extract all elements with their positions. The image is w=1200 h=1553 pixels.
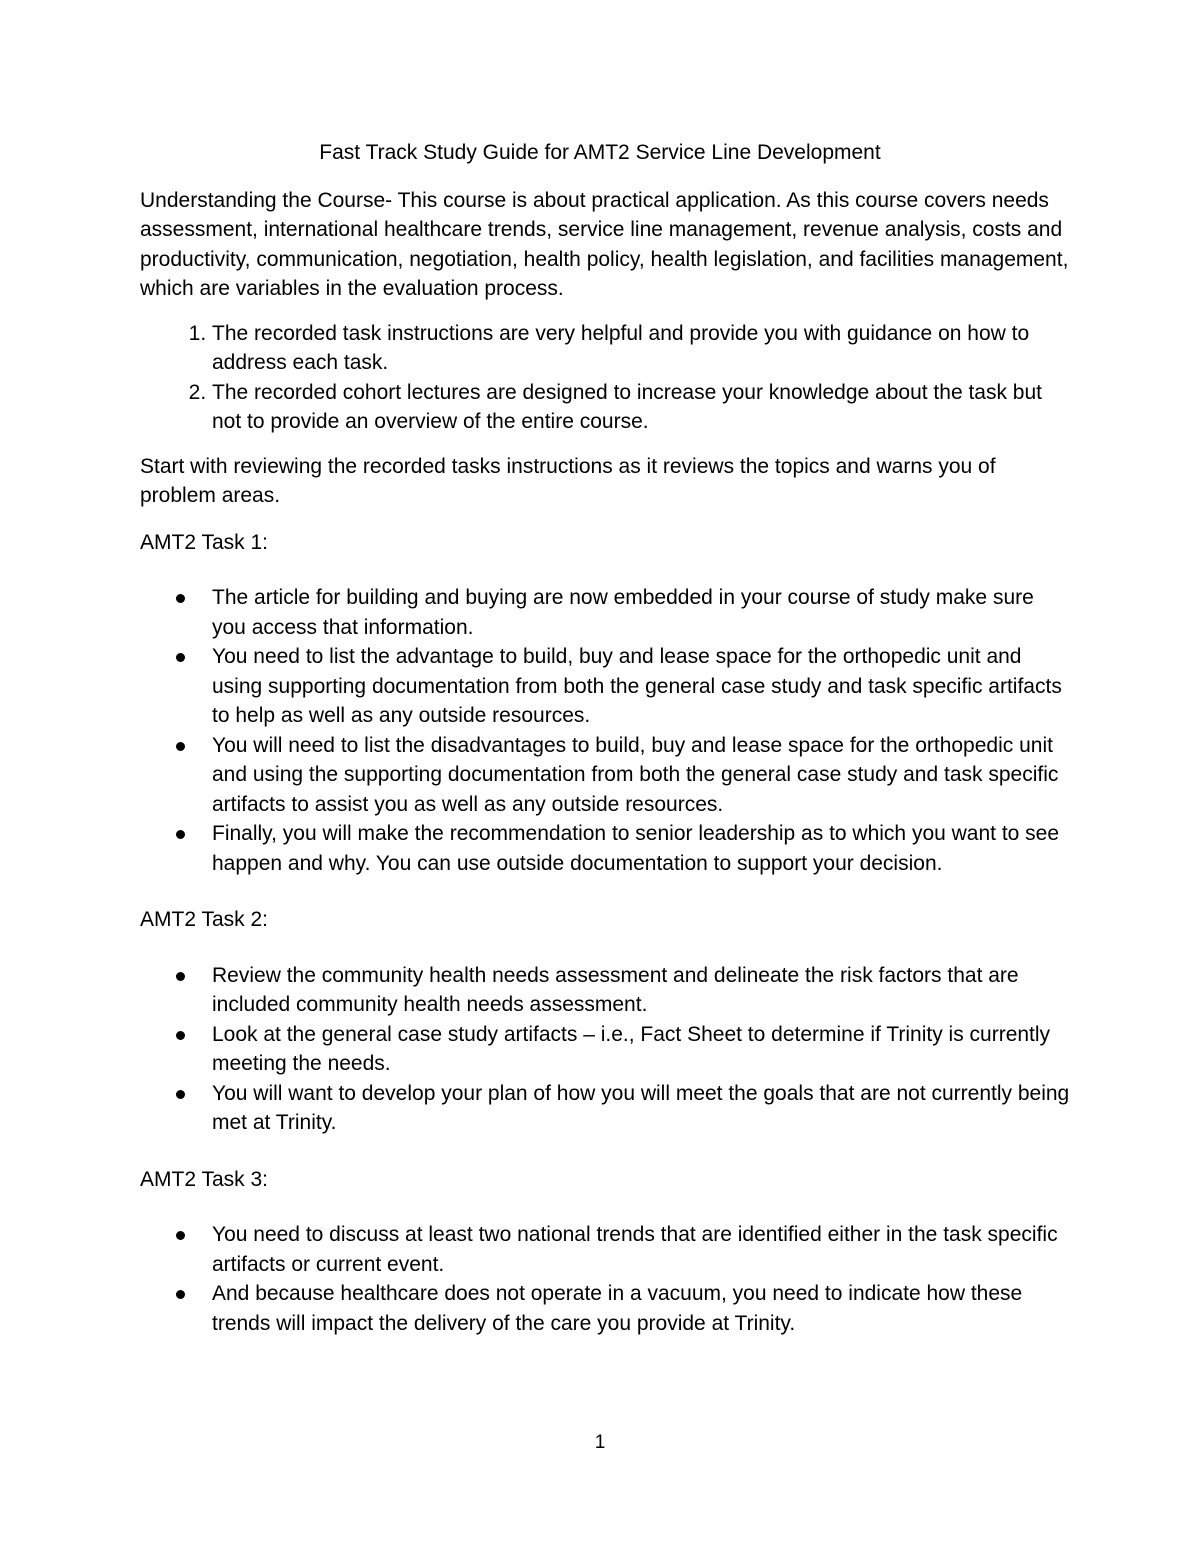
task-3-heading: AMT2 Task 3: bbox=[140, 1167, 268, 1191]
list-item bbox=[212, 819, 1070, 878]
numbered-item: 1. The recorded task instructions are very helpful and provide you with guidance on how to address each task. bbox=[212, 319, 1070, 378]
list-item bbox=[212, 642, 1070, 731]
list-item bbox=[212, 1079, 1070, 1138]
list-item-text: Look at the general case study artifacts – i.e., Fact Sheet to determine if Trinity is currently meeting the needs. bbox=[212, 1022, 1051, 1075]
bullet-icon bbox=[176, 594, 185, 603]
bullet-icon bbox=[176, 653, 185, 662]
document-title: Fast Track Study Guide for AMT2 Service Line Development bbox=[319, 141, 881, 164]
list-item-text: You need to discuss at least two national trends that are identified either in the task specific artifacts or current event. bbox=[212, 1223, 1058, 1276]
list-item-text: You need to list the advantage to build, buy and lease space for the orthopedic unit and using supporting documentation from both the general case study and task specific artifacts to help as well as any outside resources. bbox=[212, 645, 1062, 727]
numbered-item: 2. The recorded cohort lectures are designed to increase your knowledge about the task but not to provide an overview of the entire course. bbox=[212, 378, 1070, 437]
intro-paragraph: Understanding the Course- This course is about practical application. As this course covers needs assessment, international healthcare trends, service line management, revenue analysis, costs and productivity, communication, negotiation, health policy, health legislation, and facilities management, which are variables in the evaluation process. bbox=[140, 188, 1069, 300]
list-item bbox=[212, 731, 1070, 820]
bullet-icon bbox=[176, 1031, 185, 1040]
list-item bbox=[212, 1220, 1070, 1279]
list-item-text: Finally, you will make the recommendation to senior leadership as to which you want to see happen and why. You can use outside documentation to support your decision. bbox=[212, 822, 1060, 875]
task-3-bullets bbox=[140, 1220, 1070, 1338]
list-item-text: And because healthcare does not operate in a vacuum, you need to indicate how these trends will impact the delivery of the care you provide at Trinity. bbox=[212, 1282, 1023, 1335]
start-paragraph: Start with reviewing the recorded tasks instructions as it reviews the topics and warns you of problem areas. bbox=[140, 454, 996, 507]
bullet-icon bbox=[176, 830, 185, 839]
list-item bbox=[212, 961, 1070, 1020]
bullet-icon bbox=[176, 1290, 185, 1299]
bullet-icon bbox=[176, 1090, 185, 1099]
list-item bbox=[212, 583, 1070, 642]
list-item-text: You will need to list the disadvantages to build, buy and lease space for the orthopedic unit and using the supporting documentation from both the general case study and task specific artifacts to assist you as well as any outside resources. bbox=[212, 733, 1059, 816]
page-number: 1 bbox=[594, 1432, 606, 1453]
document-body bbox=[140, 138, 1070, 1365]
bullet-icon bbox=[176, 1231, 185, 1240]
bullet-icon bbox=[176, 972, 185, 981]
task-2-heading: AMT2 Task 2: bbox=[140, 908, 268, 931]
list-item-text: You will want to develop your plan of how you will meet the goals that are not currently being met at Trinity. bbox=[212, 1081, 1070, 1134]
bullet-icon bbox=[176, 742, 185, 751]
list-item-text: The article for building and buying are now embedded in your course of study make sure you access that information. bbox=[212, 586, 1034, 639]
list-item-text: Review the community health needs assessment and delineate the risk factors that are included community health needs assessment. bbox=[212, 963, 1019, 1016]
list-item bbox=[212, 1020, 1070, 1079]
numbered-list bbox=[140, 319, 1070, 437]
list-item bbox=[212, 1279, 1070, 1338]
task-1-bullets bbox=[140, 583, 1070, 878]
task-1-heading: AMT2 Task 1: bbox=[140, 530, 268, 554]
task-2-bullets bbox=[140, 961, 1070, 1138]
